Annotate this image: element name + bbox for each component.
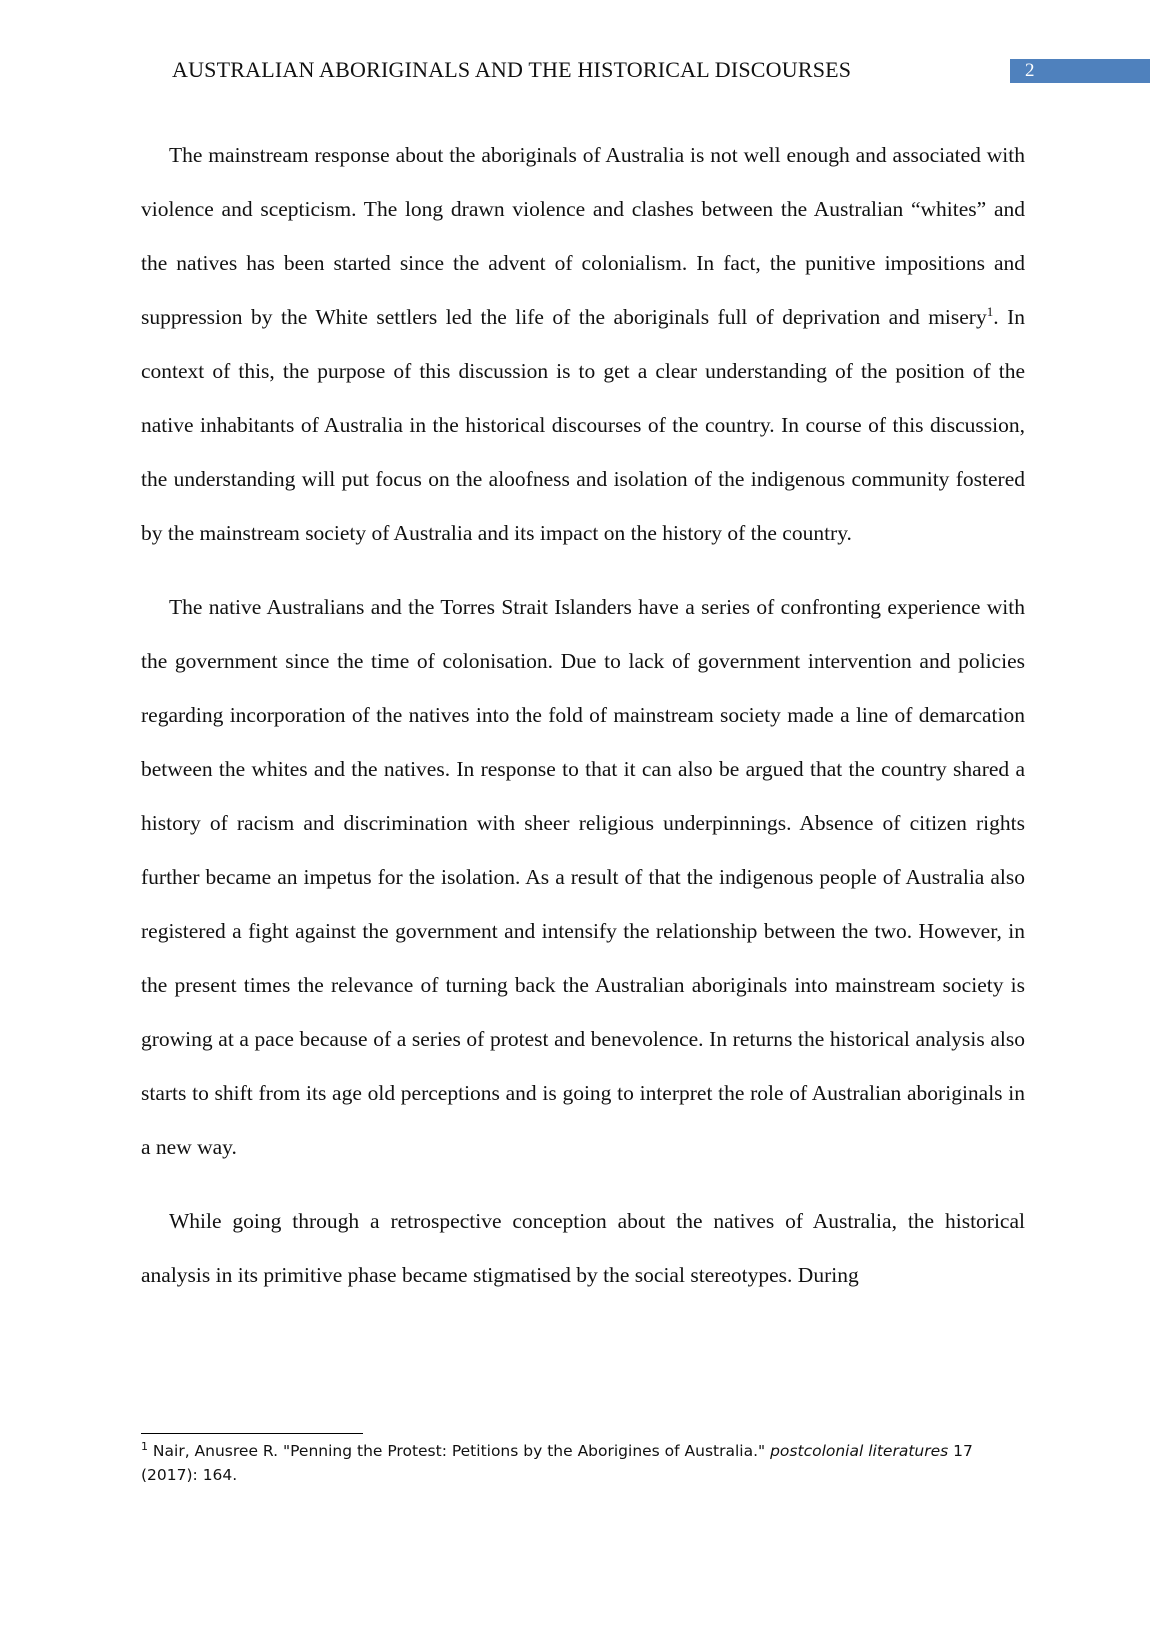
paragraph-text: . In context of this, the purpose of this discussion is to get a clear understanding of the position of the native inhabitants of Australia in the historical discourses of the country. In course of this discussion, the understanding will put focus on the aloofness and isolation of the indigenous community fostered by the mainstream society of Australia and its impact on the history of the country. (141, 305, 1025, 545)
footnote-citation: 17 (2017): 164. (141, 1442, 973, 1484)
paragraph-2: The native Australians and the Torres Strait Islanders have a series of confronting experience with the government since the time of colonisation. Due to lack of government intervention and policies regarding incorporation of the natives into the fold of mainstream society made a line of demarcation between the whites and the natives. In response to that it can also be argued that the country shared a history of racism and discrimination with sheer religious underpinnings. Absence of citizen rights further became an impetus for the isolation. As a result of that the indigenous people of Australia also registered a fight against the government and intensify the relationship between the two. However, in the present times the relevance of turning back the Australian aboriginals into mainstream society is growing at a pace because of a series of protest and benevolence. In returns the historical analysis also starts to shift from its age old perceptions and is going to interpret the role of Australian aboriginals in a new way. (141, 595, 1025, 1159)
footnote-journal: postcolonial literatures (770, 1442, 949, 1460)
body-text (141, 128, 1025, 1322)
footnote-text: Nair, Anusree R. "Penning the Protest: Petitions by the Aborigines of Australia." (148, 1442, 771, 1460)
footnote (141, 1439, 1025, 1487)
footnote-separator (141, 1433, 363, 1434)
footnote-number: 1 (141, 1439, 148, 1453)
page-number-badge: 2 (1010, 59, 1150, 83)
paragraph-3: While going through a retrospective conception about the natives of Australia, the historical analysis in its primitive phase became stigmatised by the social stereotypes. During (141, 1209, 1025, 1287)
running-header-title: AUSTRALIAN ABORIGINALS AND THE HISTORICAL DISCOURSES (172, 57, 852, 82)
footnote-reference[interactable]: 1 (986, 303, 994, 319)
paragraph-1 (141, 128, 1025, 560)
paragraph-text: The mainstream response about the aboriginals of Australia is not well enough and associated with violence and scepticism. The long drawn violence and clashes between the Australian “whites” and the natives has been started since the advent of colonialism. In fact, the punitive impositions and suppression by the White settlers led the life of the aboriginals full of deprivation and misery (141, 143, 1025, 329)
